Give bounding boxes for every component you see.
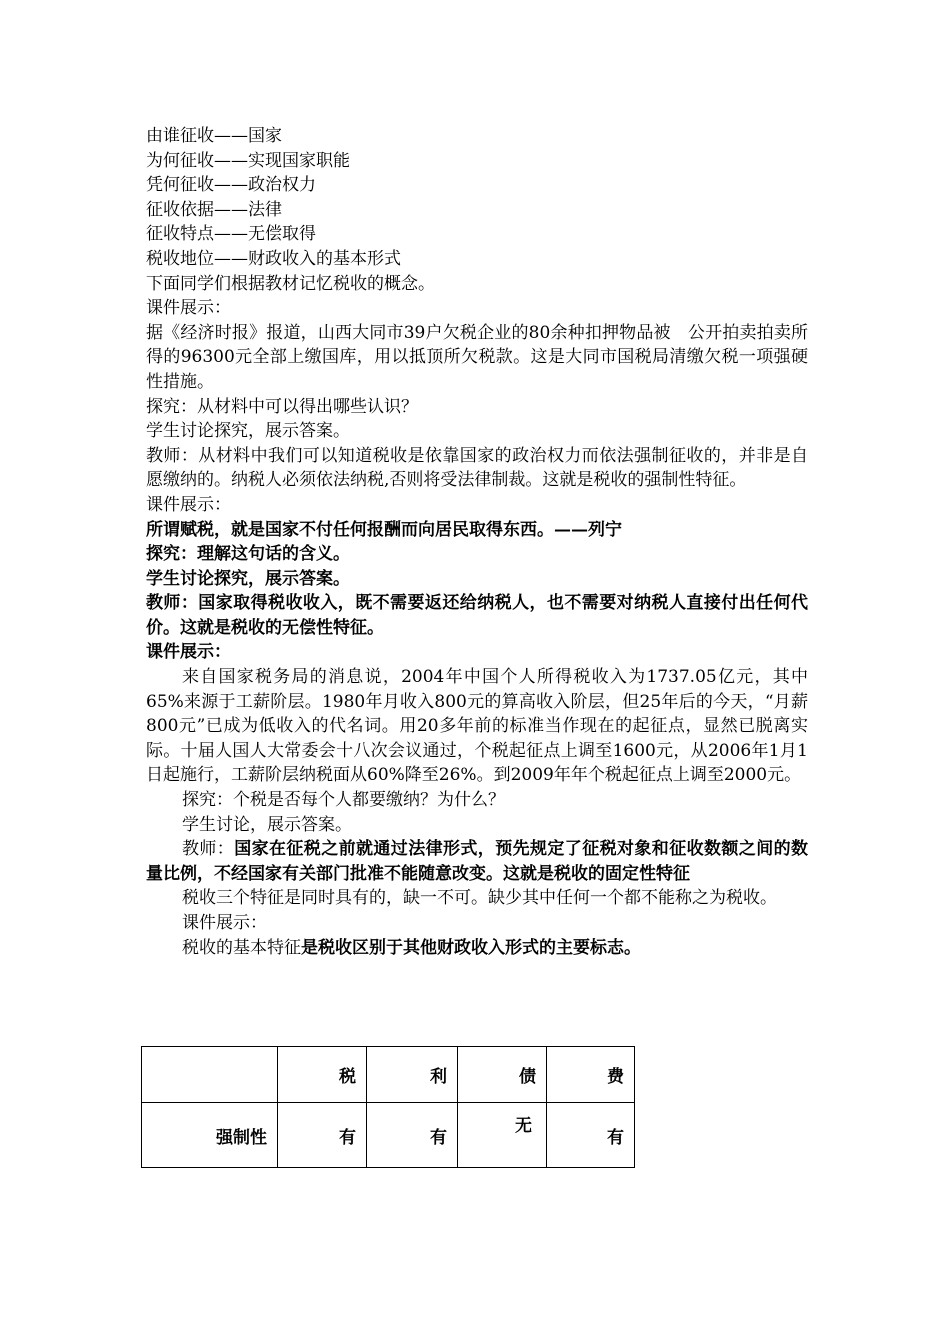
text-line: 课件展示： xyxy=(146,494,231,515)
normal-text: 税收的基本特征 xyxy=(182,937,301,958)
document-body xyxy=(146,124,808,960)
table-cell: 强制性 xyxy=(142,1103,278,1168)
table-row xyxy=(142,1103,635,1168)
table-header-cell: 税 xyxy=(278,1047,367,1103)
bold-text: 是税收区别于其他财政收入形式的主要标志。 xyxy=(301,937,641,958)
text-line: 下面同学们根据教材记忆税收的概念。 xyxy=(146,273,435,294)
table-header-cell: 利 xyxy=(367,1047,458,1103)
bold-line: 所谓赋税，就是国家不付任何报酬而向居民取得东西。——列宁 xyxy=(146,519,622,540)
table-cell: 有 xyxy=(547,1103,635,1168)
text-line: 学生讨论，展示答案。 xyxy=(182,814,352,835)
comparison-table xyxy=(141,1046,635,1168)
table-cell: 无 xyxy=(458,1103,547,1168)
table-header-cell: 债 xyxy=(458,1047,547,1103)
text-line: 凭何征收——政治权力 xyxy=(146,175,316,196)
paragraph: 据《经济时报》报道，山西大同市39户欠税企业的80余种扣押物品被 公开拍卖拍卖所得的96300元全部上缴国库，用以抵顶所欠税款。这是大同市国税局清缴欠税一项强硬性措施。 xyxy=(146,322,808,392)
teacher-label: 教师： xyxy=(182,839,235,860)
table-header-cell: 费 xyxy=(547,1047,635,1103)
table-cell xyxy=(142,1047,278,1103)
text-line: 探究：从材料中可以得出哪些认识？ xyxy=(146,396,418,417)
paragraph xyxy=(146,837,808,886)
table-cell: 有 xyxy=(367,1103,458,1168)
text-line: 税收地位——财政收入的基本形式 xyxy=(146,248,401,269)
bold-text: 国家在征税之前就通过法律形式，预先规定了征税对象和征收数额之间的数量比例，不经国家有关部门批准不能随意改变。这就是税收的固定性特征 xyxy=(146,839,809,884)
text-line: 学生讨论探究，展示答案。 xyxy=(146,421,350,442)
text-line xyxy=(146,936,808,961)
bold-line: 学生讨论探究，展示答案。 xyxy=(146,568,350,589)
text-line: 征收特点——无偿取得 xyxy=(146,224,316,245)
text-line: 由谁征收——国家 xyxy=(146,126,282,146)
text-line: 征收依据——法律 xyxy=(146,199,282,220)
paragraph: 来自国家税务局的消息说，2004年中国个人所得税收入为1737.05亿元，其中65%来源于工薪阶层。1980年月收入800元的算高收入阶层，但25年后的今天，“月薪800元”已成为低收入的代名词。用20多年前的标准当作现在的起征点，显然已脱离实际。十届人国人大常委会十八次会议通过，个税起征点上调至1600元，从2006年1月1日起施行，工薪阶层纳税面从60%降至26%。到2009年年个税起征点上调至2000元。 xyxy=(146,667,808,786)
text-line: 探究：个税是否每个人都要缴纳？为什么？ xyxy=(182,790,505,811)
text-line: 为何征收——实现国家职能 xyxy=(146,150,350,171)
table-header-row xyxy=(142,1047,635,1103)
bold-line: 课件展示： xyxy=(146,642,231,663)
paragraph: 教师：从材料中我们可以知道税收是依靠国家的政治权力而依法强制征收的，并非是自愿缴纳的。纳税人必须依法纳税,否则将受法律制裁。这就是税收的强制性特征。 xyxy=(146,445,808,491)
bold-paragraph: 教师：国家取得税收收入，既不需要返还给纳税人，也不需要对纳税人直接付出任何代价。这就是税收的无偿性特征。 xyxy=(146,593,808,638)
paragraph: 税收三个特征是同时具有的，缺一不可。缺少其中任何一个都不能称之为税收。 xyxy=(182,888,777,909)
bold-line: 探究：理解这句话的含义。 xyxy=(146,544,350,565)
table-cell: 有 xyxy=(278,1103,367,1168)
text-line: 课件展示： xyxy=(146,298,231,319)
text-line: 课件展示： xyxy=(182,913,267,933)
